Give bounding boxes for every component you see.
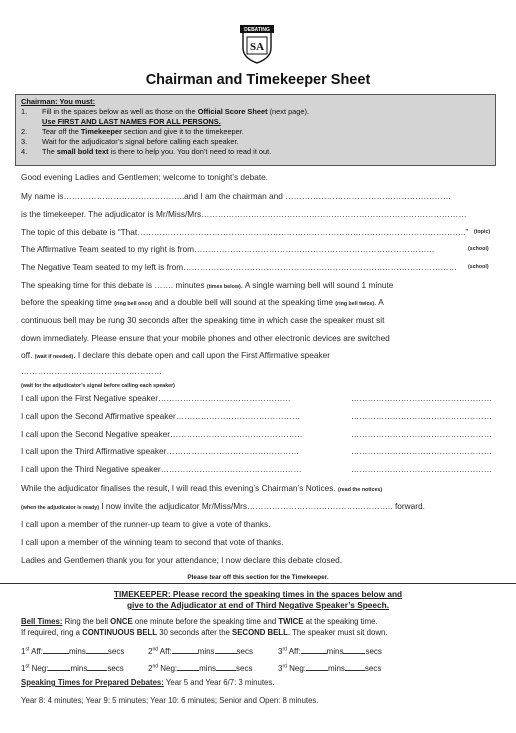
tear-off-note: Please tear off this section for the Timekeeper. [0, 574, 516, 584]
topic-tag: (topic) [474, 229, 491, 235]
logo-letters: SA [249, 41, 265, 53]
finalise-line: While the adjudicator finalises the result, I will read this evening’s Chairman’s Notices. (read the notices) [21, 483, 383, 493]
chairman-name-line[interactable]: My name is……………………………………..and I am the chairman and …………………………………………………… [21, 191, 452, 201]
topic-line[interactable]: The topic of this debate is “That………………………………………………………………………………………………………..” [21, 227, 469, 237]
school-tag: (school) [468, 246, 489, 252]
debating-sa-logo [240, 24, 274, 64]
time-entry[interactable]: 3rd Neg: mins secs [278, 663, 382, 673]
instruction-item: 2. Tear off the Timekeeper section and give it to the timekeeper. [21, 127, 244, 136]
declare-line: off. (wait if needed). I declare this debate open and call upon the First Affirmative speaker [21, 350, 331, 360]
speaker-line[interactable]: I call upon the Third Negative speaker…………………………………………… …………………………………………… [21, 464, 493, 474]
time-entry[interactable]: 2nd Neg: mins secs [148, 663, 253, 673]
school-tag: (school) [468, 264, 489, 270]
time-entry[interactable]: 1st Aff: mins secs [21, 646, 125, 656]
timekeeper-heading: TIMEKEEPER: Please record the speaking times in the spaces below and give to the Adjudicator at end of Third Negative Speaker’s Speech. [113, 589, 403, 610]
instruction-item: 3. Wait for the adjudicator’s signal before calling each speaker. [21, 137, 239, 146]
affirmative-times-row [21, 645, 501, 656]
time-entry[interactable]: 2nd Aff: mins secs [148, 646, 253, 656]
instruction-item: 1. Fill in the spaces below as well as those on the Official Score Sheet (next page). [21, 107, 310, 116]
closing-line: Ladies and Gentlemen thank you for your attendance; I now declare this debate closed. [21, 555, 343, 565]
speaking-time-line: The speaking time for this debate is ……. minutes (times below). A single warning bell will sound 1 minute [21, 280, 394, 290]
affirmative-school-line[interactable]: The Affirmative Team seated to my right is from…………………………………………………………………………… [21, 244, 435, 254]
chairman-instructions-box [15, 94, 496, 166]
bell-line: before the speaking time (ring bell once) and a double bell will sound at the speaking time (ring bell twice). A [21, 297, 384, 307]
winning-line: I call upon a member of the winning team to second that vote of thanks. [21, 537, 284, 547]
time-entry[interactable]: 3rd Aff: mins secs [278, 646, 382, 656]
speaker-line[interactable]: I call upon the Second Affirmative speaker……………………………………… …………………………………………… [21, 411, 493, 421]
negative-times-row [21, 662, 501, 673]
time-entry[interactable]: 1st Neg: mins secs [21, 663, 124, 673]
timekeeper-adjudicator-line[interactable]: is the timekeeper. The adjudicator is Mr/Miss/Mrs…………………………………………………………………………………… [21, 209, 467, 219]
bell-times: Bell Times: Ring the bell ONCE one minute before the speaking time and TWICE at the speaking time. If required, ring a CONTINUOUS BELL 30 seconds after the SECOND BELL. The speaker must sit down. [21, 617, 388, 637]
speaker-line[interactable]: I call upon the Second Negative speaker………………………………………… …………………………………………… [21, 429, 493, 439]
speaker-line[interactable]: I call upon the First Negative speaker………………………………………… …………………………………………… [21, 393, 493, 403]
page-title: Chairman and Timekeeper Sheet [145, 72, 371, 88]
continuous-bell-line: continuous bell may be rung 30 seconds after the speaking time in which case the speaker must sit [21, 315, 385, 325]
instruction-item: 4. The small bold text is there to help you. You don’t need to read it out. [21, 147, 272, 156]
sit-down-line: down immediately. Please ensure that your mobile phones and other electronic devices are switched [21, 333, 390, 343]
invite-adjudicator-line[interactable]: (when the adjudicator is ready) I now invite the adjudicator Mr/Miss/Mrs…………………………………………….. forward. [21, 501, 425, 511]
year-times-line: Year 8: 4 minutes; Year 9: 5 minutes; Year 10: 6 minutes; Senior and Open: 8 minutes. [21, 696, 319, 705]
instructions-heading: Chairman: You must: [21, 97, 96, 106]
logo-banner: DEBATING [244, 27, 270, 33]
speaker-line[interactable]: I call upon the Third Affirmative speaker………………………………………… …………………………………………… [21, 446, 493, 456]
negative-school-line[interactable]: The Negative Team seated to my left is from……………………………………………………………………………………… [21, 262, 457, 272]
wait-signal-note: (wait for the adjudicator’s signal before calling each speaker) [21, 383, 175, 389]
prepared-times-line: Speaking Times for Prepared Debates: Year 5 and Year 6/7: 3 minutes. [21, 678, 275, 687]
names-note: Use FIRST AND LAST NAMES FOR ALL PERSONS. [42, 117, 221, 126]
first-affirmative-blank[interactable]: …………………………………………… [21, 366, 163, 376]
welcome-line: Good evening Ladies and Gentlemen; welcome to tonight’s debate. [21, 172, 269, 182]
runner-up-line: I call upon a member of the runner-up team to give a vote of thanks. [21, 519, 271, 529]
